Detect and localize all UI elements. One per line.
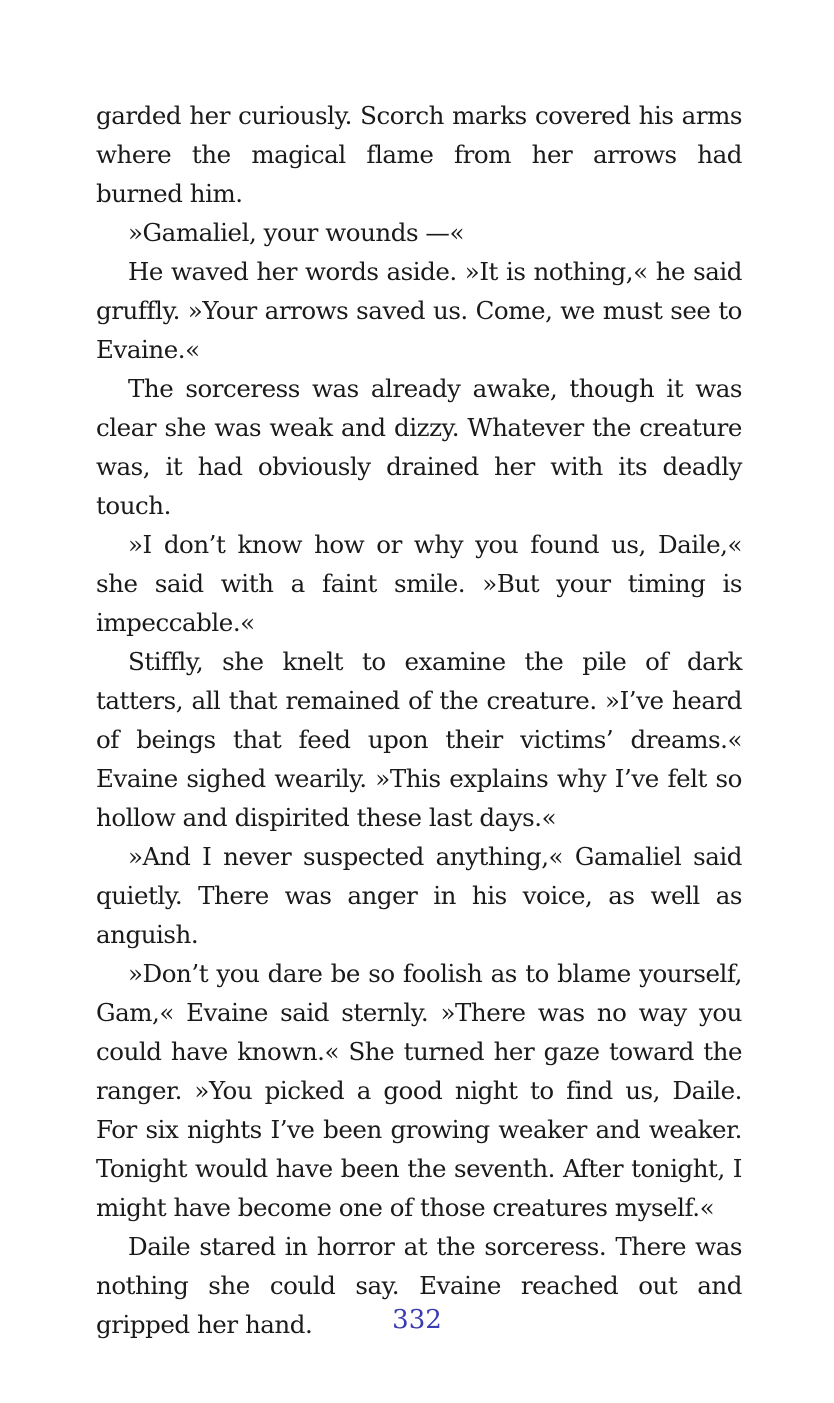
paragraph-continued: garded her curiously. Scorch marks covered his arms where the magical flame from her arrows had burned him.	[96, 101, 742, 208]
paragraph: Daile stared in horror at the sorceress. There was nothing she could say. Evaine reached out and gripped her hand.	[96, 1232, 742, 1339]
paragraph: The sorceress was already awake, though it was clear she was weak and dizzy. Whatever the creature was, it had obviously drained her with its deadly touch.	[96, 374, 742, 520]
paragraph: »Don’t you dare be so foolish as to blame yourself, Gam,« Evaine said sternly. »There was no way you could have known.« She turned her gaze toward the ranger. »You picked a good night to find us, Daile. For six nights I’ve been growing weaker and weaker. Tonight would have been the seventh. After tonight, I might have become one of those creatures myself.«	[96, 959, 742, 1222]
paragraph: »Gamaliel, your wounds —«	[128, 218, 465, 247]
paragraph: Stiffly, she knelt to examine the pile of dark tatters, all that remained of the creature. »I’ve heard of beings that feed upon their victims’ dreams.« Evaine sighed wearily. »This explains why I’ve felt so hollow and dispirited these last days.«	[96, 647, 742, 832]
paragraph: »And I never suspected anything,« Gamaliel said quietly. There was anger in his voice, as well as anguish.	[96, 842, 742, 949]
paragraph: He waved her words aside. »It is nothing,« he said gruffly. »Your arrows saved us. Come, we must see to Evaine.«	[96, 257, 742, 364]
book-page-text	[96, 96, 742, 1344]
page-number: 332	[392, 1305, 442, 1335]
paragraph: »I don’t know how or why you found us, Daile,« she said with a faint smile. »But your timing is impeccable.«	[96, 530, 742, 637]
